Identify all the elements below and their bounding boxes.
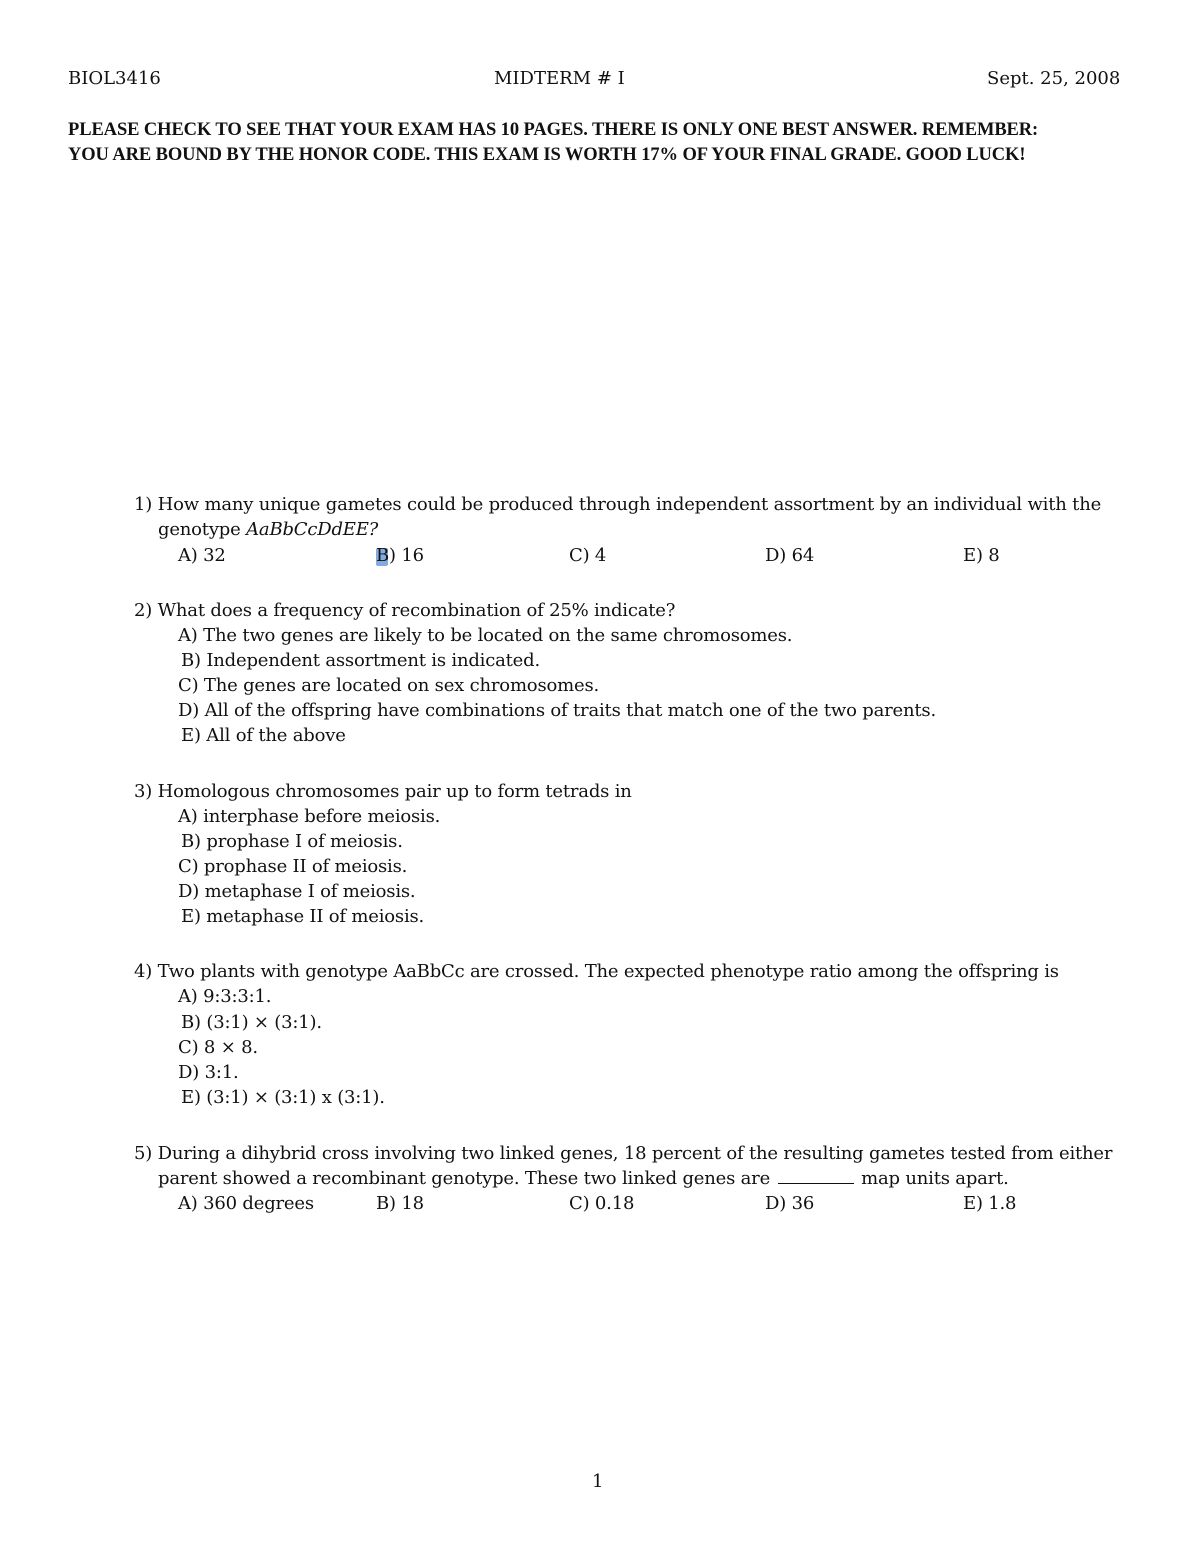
question-5-text-suffix: map units apart. xyxy=(861,1168,1009,1189)
question-5-option-e[interactable]: E) 1.8 xyxy=(963,1193,1017,1214)
exam-title: MIDTERM # I xyxy=(494,68,625,89)
question-2-option-e[interactable]: E) All of the above xyxy=(181,725,346,746)
question-5-text-prefix: parent showed a recombinant genotype. These two linked genes are xyxy=(158,1168,771,1189)
question-3-text: 3) Homologous chromosomes pair up to form tetrads in xyxy=(134,781,632,802)
question-4-text: 4) Two plants with genotype AaBbCc are crossed. The expected phenotype ratio among the offspring is xyxy=(134,961,1059,982)
question-1-text-line-2 xyxy=(158,519,378,540)
question-1-option-b[interactable]: B) 16 xyxy=(376,545,424,566)
exam-notice-line-2: YOU ARE BOUND BY THE HONOR CODE. THIS EXAM IS WORTH 17% OF YOUR FINAL GRADE. GOOD LUCK! xyxy=(68,145,1026,165)
question-1-option-d[interactable]: D) 64 xyxy=(765,545,815,566)
question-3-option-a[interactable]: A) interphase before meiosis. xyxy=(178,806,441,827)
question-4-option-b[interactable]: B) (3:1) × (3:1). xyxy=(181,1012,322,1033)
question-1-option-e[interactable]: E) 8 xyxy=(963,545,1000,566)
question-1-genotype: AaBbCcDdEE? xyxy=(246,519,379,540)
question-5-text: 5) During a dihybrid cross involving two linked genes, 18 percent of the resulting gametes tested from either xyxy=(134,1143,1113,1164)
question-2-option-a[interactable]: A) The two genes are likely to be located on the same chromosomes. xyxy=(178,625,793,646)
question-3-option-e[interactable]: E) metaphase II of meiosis. xyxy=(181,906,425,927)
question-3-option-b[interactable]: B) prophase I of meiosis. xyxy=(181,831,403,852)
question-1-option-c[interactable]: C) 4 xyxy=(569,545,607,566)
course-code: BIOL3416 xyxy=(68,68,161,89)
question-5-option-a[interactable]: A) 360 degrees xyxy=(178,1193,314,1214)
question-4-option-c[interactable]: C) 8 × 8. xyxy=(178,1037,258,1058)
question-2-option-d[interactable]: D) All of the offspring have combinations of traits that match one of the two parents. xyxy=(178,700,936,721)
page-number: 1 xyxy=(592,1471,604,1492)
question-2-option-c[interactable]: C) The genes are located on sex chromosomes. xyxy=(178,675,600,696)
question-3-option-c[interactable]: C) prophase II of meiosis. xyxy=(178,856,408,877)
question-2-option-b[interactable]: B) Independent assortment is indicated. xyxy=(181,650,540,671)
question-5-option-c[interactable]: C) 0.18 xyxy=(569,1193,635,1214)
question-3-option-d[interactable]: D) metaphase I of meiosis. xyxy=(178,881,416,902)
question-5-option-b[interactable]: B) 18 xyxy=(376,1193,424,1214)
exam-notice-line-1: PLEASE CHECK TO SEE THAT YOUR EXAM HAS 10 PAGES. THERE IS ONLY ONE BEST ANSWER. REMEMBER: xyxy=(68,120,1039,140)
question-1-genotype-label: genotype xyxy=(158,519,247,540)
question-1-text: 1) How many unique gametes could be produced through independent assortment by an individual with the xyxy=(134,494,1102,515)
question-4-option-a[interactable]: A) 9:3:3:1. xyxy=(178,986,272,1007)
exam-date: Sept. 25, 2008 xyxy=(987,68,1121,89)
answer-blank xyxy=(778,1169,854,1184)
question-2-text: 2) What does a frequency of recombination of 25% indicate? xyxy=(134,600,676,621)
question-4-option-d[interactable]: D) 3:1. xyxy=(178,1062,239,1083)
question-1-option-a[interactable]: A) 32 xyxy=(178,545,226,566)
question-4-option-e[interactable]: E) (3:1) × (3:1) x (3:1). xyxy=(181,1087,385,1108)
question-5-text-line-2 xyxy=(158,1168,1009,1189)
question-5-option-d[interactable]: D) 36 xyxy=(765,1193,815,1214)
